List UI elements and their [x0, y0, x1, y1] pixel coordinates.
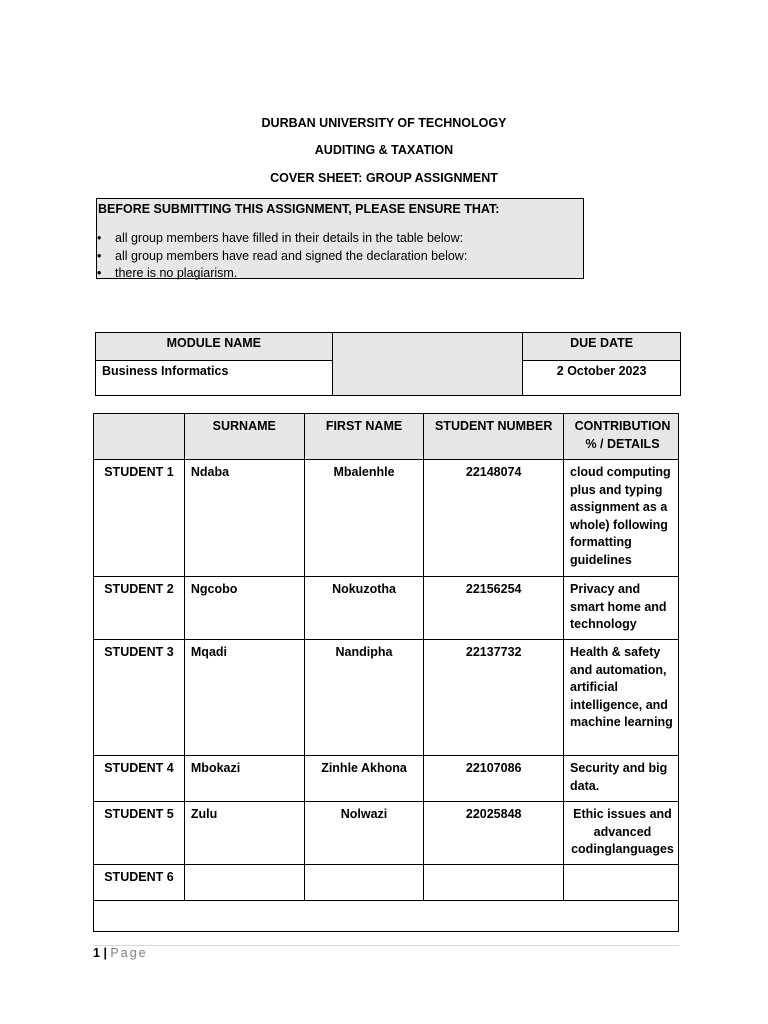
student-contribution — [564, 865, 679, 901]
group-members-table — [93, 413, 679, 932]
student-first-name: Zinhle Akhona — [304, 756, 424, 802]
student-number: 22137732 — [424, 640, 564, 756]
student-label: STUDENT 5 — [94, 802, 185, 865]
student-first-name: Nolwazi — [304, 802, 424, 865]
student-contribution: cloud computing plus and typing assignment as a whole) following formatting guidelines — [564, 460, 679, 577]
student-label: STUDENT 2 — [94, 577, 185, 640]
table-header-row — [94, 414, 679, 460]
header-first-name: FIRST NAME — [304, 414, 424, 460]
student-number: 22107086 — [424, 756, 564, 802]
table-row — [94, 756, 679, 802]
table-row — [94, 460, 679, 577]
student-surname: Ndaba — [184, 460, 304, 577]
checklist — [97, 230, 467, 283]
student-label: STUDENT 6 — [94, 865, 185, 901]
table-row — [94, 577, 679, 640]
student-contribution: Ethic issues and advanced codinglanguages — [564, 802, 679, 865]
course-title: AUDITING & TAXATION — [314, 143, 454, 157]
checklist-title: BEFORE SUBMITTING THIS ASSIGNMENT, PLEASE ENSURE THAT: — [98, 202, 500, 216]
header-student-number: STUDENT NUMBER — [424, 414, 564, 460]
table-row — [94, 865, 679, 901]
student-number: 22025848 — [424, 802, 564, 865]
module-name-value: Business Informatics — [96, 361, 333, 396]
student-number — [424, 865, 564, 901]
student-surname: Mqadi — [184, 640, 304, 756]
module-blank-cell — [332, 333, 523, 396]
student-first-name: Mbalenhle — [304, 460, 424, 577]
module-info-table — [95, 332, 681, 396]
student-label: STUDENT 3 — [94, 640, 185, 756]
header-surname: SURNAME — [184, 414, 304, 460]
student-contribution: Security and big data. — [564, 756, 679, 802]
table-row — [94, 901, 679, 932]
checklist-item: • all group members have read and signed the declaration below: — [97, 248, 468, 263]
header-blank-cell — [94, 414, 185, 460]
student-first-name: Nandipha — [304, 640, 424, 756]
cover-sheet-title: COVER SHEET: GROUP ASSIGNMENT — [270, 171, 498, 185]
module-name-label: MODULE NAME — [96, 333, 333, 361]
student-contribution: Health & safety and automation, artificial intelligence, and machine learning — [564, 640, 679, 756]
student-first-name — [304, 865, 424, 901]
empty-footer-row — [94, 901, 679, 932]
bullet-icon: • — [97, 231, 102, 245]
student-surname: Mbokazi — [184, 756, 304, 802]
table-row — [94, 640, 679, 756]
student-surname: Zulu — [184, 802, 304, 865]
header-contribution: CONTRIBUTION % / DETAILS — [564, 414, 679, 460]
page-footer — [93, 946, 148, 960]
checklist-item: • there is no plagiarism. — [97, 266, 238, 280]
checklist-item: • all group members have filled in their details in the table below: — [97, 231, 464, 245]
page-word: Page — [110, 946, 148, 960]
student-contribution: Privacy and smart home and technology — [564, 577, 679, 640]
bullet-icon: • — [97, 266, 102, 280]
due-date-value: 2 October 2023 — [523, 361, 681, 396]
student-label: STUDENT 4 — [94, 756, 185, 802]
student-surname: Ngcobo — [184, 577, 304, 640]
table-row — [94, 802, 679, 865]
student-first-name: Nokuzotha — [304, 577, 424, 640]
institution-title: DURBAN UNIVERSITY OF TECHNOLOGY — [261, 116, 507, 130]
student-number: 22148074 — [424, 460, 564, 577]
due-date-label: DUE DATE — [523, 333, 681, 361]
footer-divider — [93, 945, 679, 946]
page-number: 1 — [93, 946, 100, 960]
bullet-icon: • — [97, 248, 102, 263]
student-number: 22156254 — [424, 577, 564, 640]
page-separator: | — [103, 946, 107, 960]
student-label: STUDENT 1 — [94, 460, 185, 577]
student-surname — [184, 865, 304, 901]
submission-checklist-box — [96, 198, 584, 279]
